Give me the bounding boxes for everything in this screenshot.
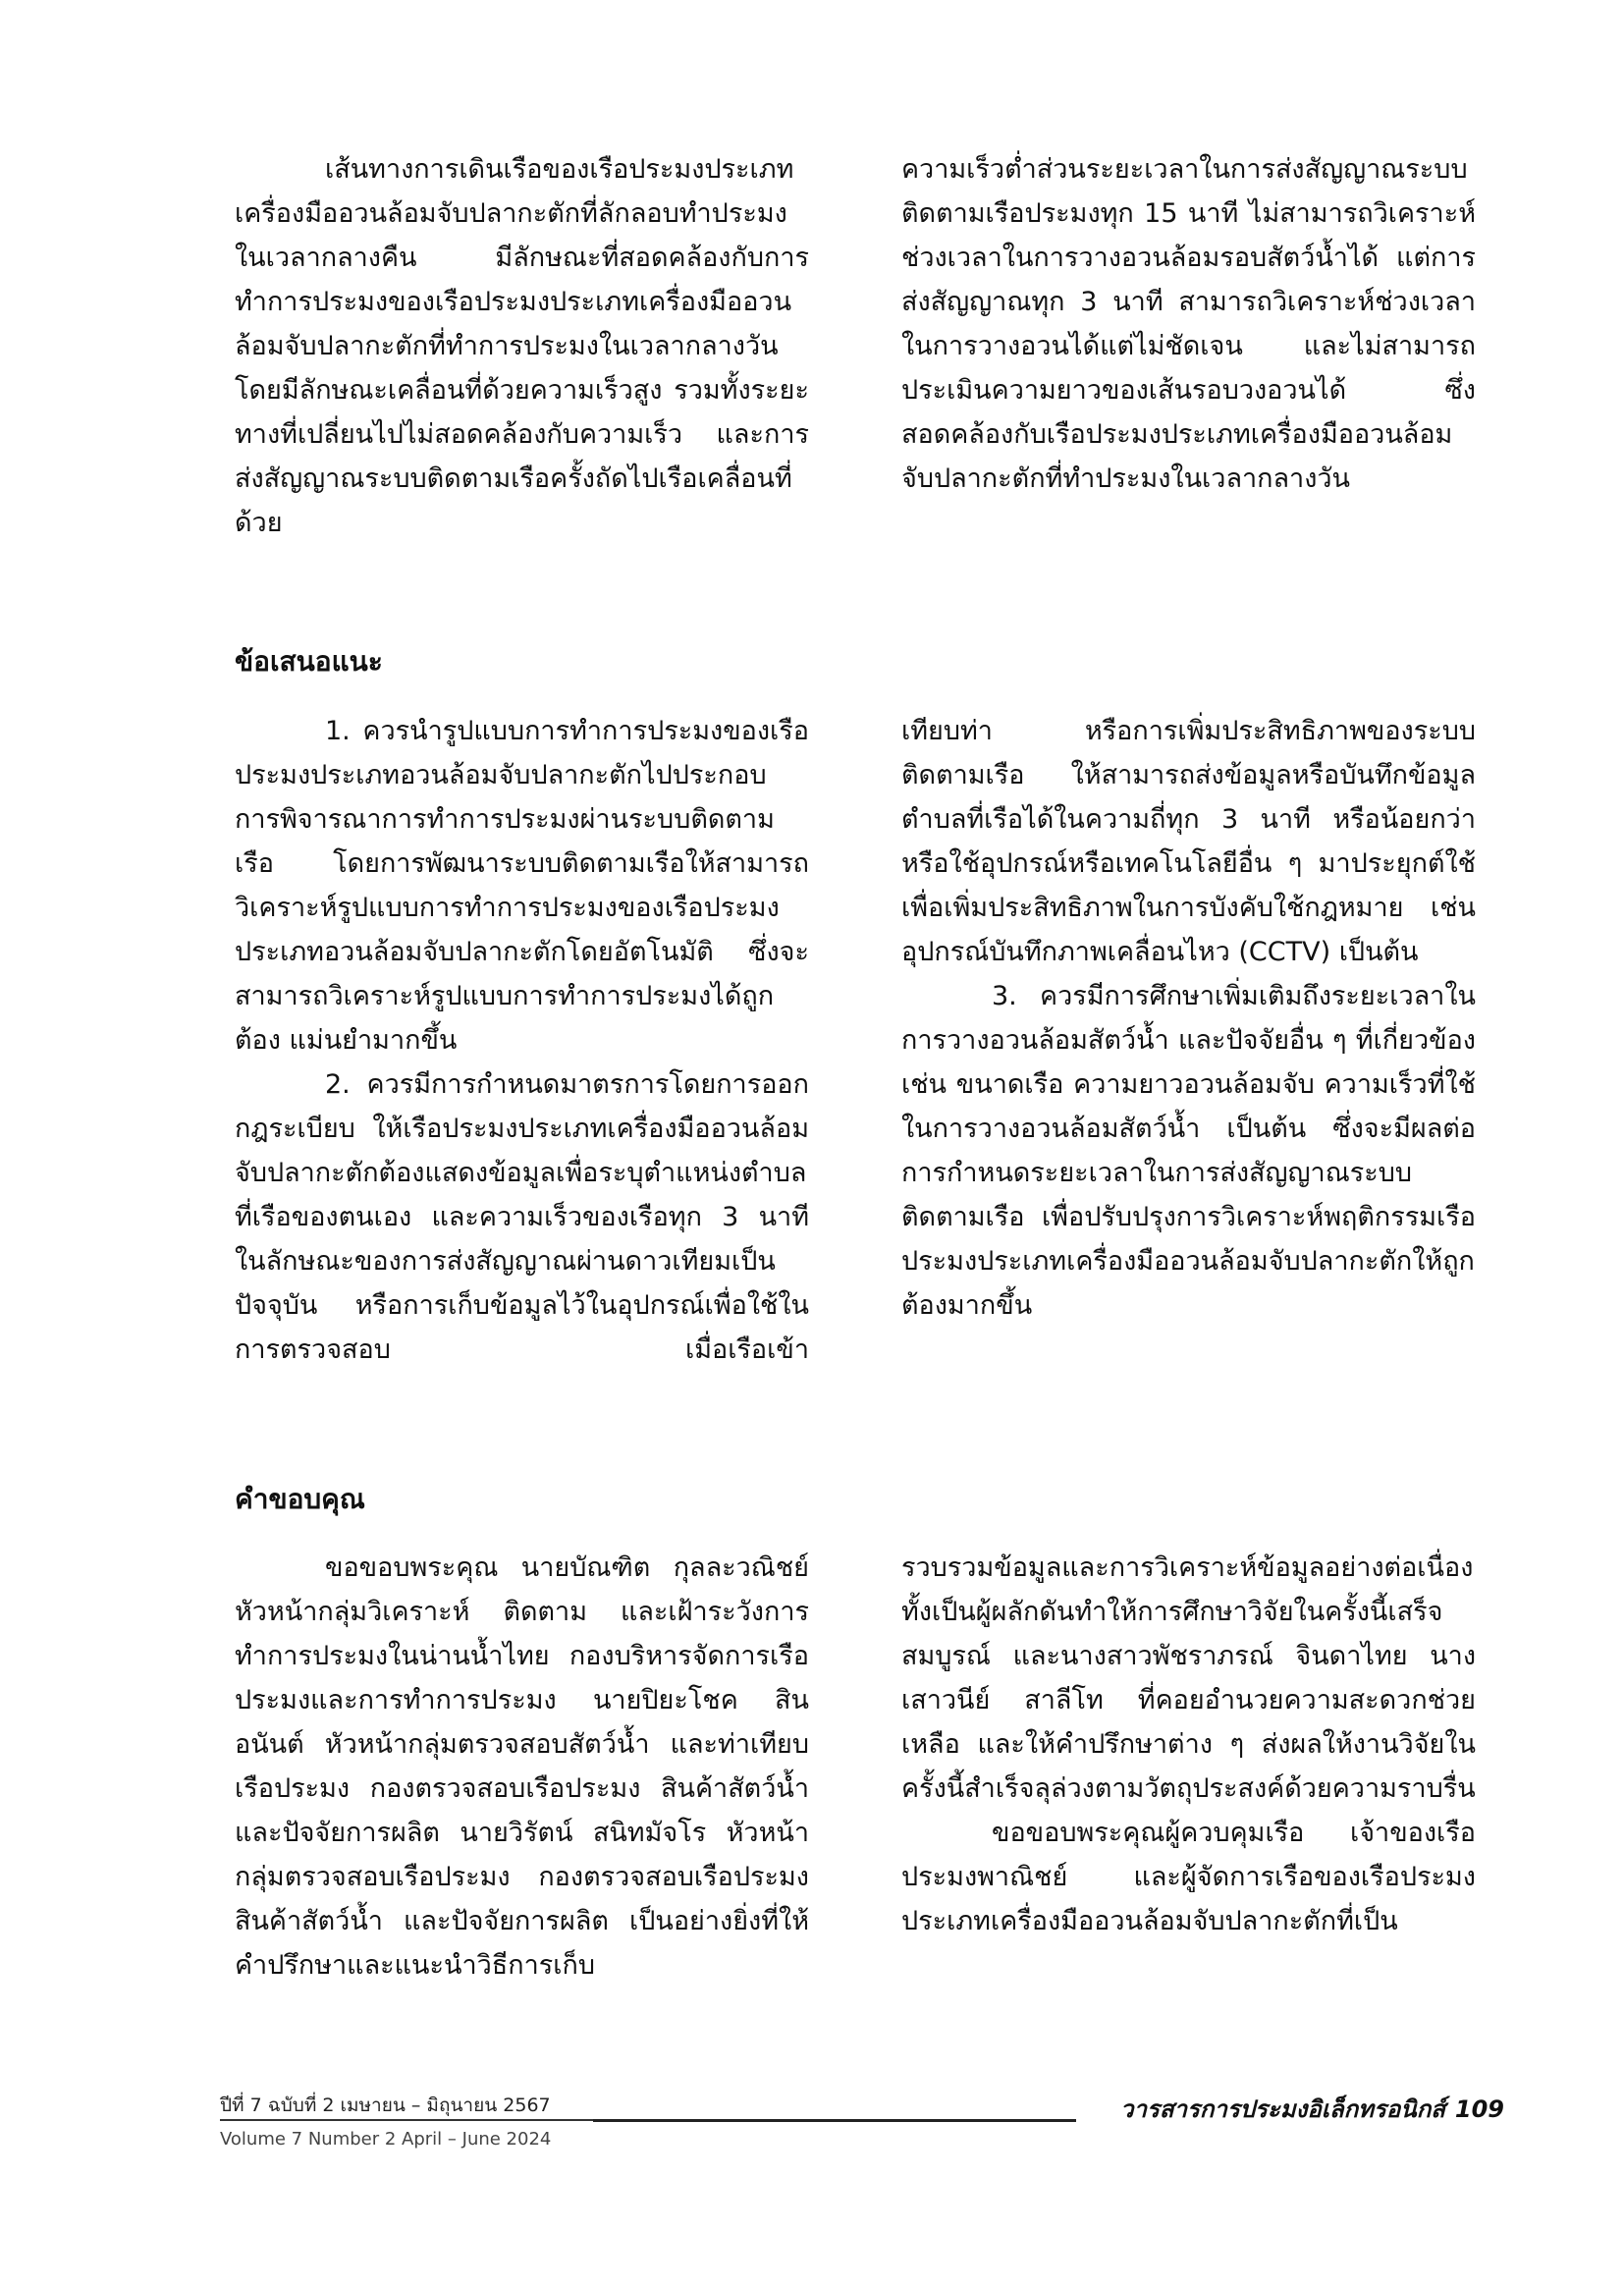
recommendations-left-column xyxy=(235,709,809,1372)
section1-left-column xyxy=(235,147,809,545)
recommendation-item-2-continued: เทียบท่า หรือการเพิ่มประสิทธิภาพของระบบติดตามเรือ ให้สามารถส่งข้อมูลหรือบันทึกข้อมูลตำบลที่เรือได้ในความถี่ทุก 3 นาที หรือน้อยกว่าหรือใช้อุปกรณ์หรือเทคโนโลยีอื่น ๆ มาประยุกต์ใช้เพื่อเพิ่มประสิทธิภาพในการบังคับใช้กฎหมาย เช่น อุปกรณ์บันทึกภาพเคลื่อนไหว (CCTV) เป็นต้น xyxy=(901,716,1476,967)
paragraph: ความเร็วต่ำส่วนระยะเวลาในการส่งสัญญาณระบบติดตามเรือประมงทุก 15 นาที ไม่สามารถวิเคราะห์ช่วงเวลาในการวางอวนล้อมรอบสัตว์น้ำได้ แต่การส่งสัญญาณทุก 3 นาที สามารถวิเคราะห์ช่วงเวลาในการวางอวนได้แต่ไม่ชัดเจน และไม่สามารถประเมินความยาวของเส้นรอบวงอวนได้ ซึ่งสอดคล้องกับเรือประมงประเภทเครื่องมืออวนล้อมจับปลากะตักที่ทำประมงในเวลากลางวัน xyxy=(901,154,1476,494)
paragraph: รวบรวมข้อมูลและการวิเคราะห์ข้อมูลอย่างต่อเนื่อง ทั้งเป็นผู้ผลักดันทำให้การศึกษาวิจัยในครั้งนี้เสร็จสมบูรณ์ และนางสาวพัชราภรณ์ จินดาไทย นางเสาวนีย์ สาลีโท ที่คอยอำนวยความสะดวกช่วยเหลือ และให้คำปรึกษาต่าง ๆ ส่งผลให้งานวิจัยในครั้งนี้สำเร็จลุล่วงตามวัตถุประสงค์ด้วยความราบรื่น xyxy=(901,1552,1476,1804)
footer-issue-thai: ปีที่ 7 ฉบับที่ 2 เมษายน – มิถุนายน 2567 xyxy=(220,2095,551,2116)
footer-journal xyxy=(1120,2090,1504,2128)
recommendation-item-1: 1. ควรนำรูปแบบการทำการประมงของเรือประมงประเภทอวนล้อมจับปลากะตักไปประกอบการพิจารณาการทำการประมงผ่านระบบติดตามเรือ โดยการพัฒนาระบบติดตามเรือให้สามารถวิเคราะห์รูปแบบการทำการประมงของเรือประมงประเภทอวนล้อมจับปลากะตักโดยอัตโนมัติ ซึ่งจะสามารถวิเคราะห์รูปแบบการทำการประมงได้ถูกต้อง แม่นยำมากขึ้น xyxy=(235,716,809,1056)
page-number: 109 xyxy=(1454,2096,1504,2123)
footer-divider xyxy=(220,2119,1076,2121)
acknowledgement-right-column xyxy=(901,1546,1476,1943)
footer-issue-english: Volume 7 Number 2 April – June 2024 xyxy=(220,2129,552,2150)
recommendations-right-column xyxy=(901,709,1476,1328)
acknowledgement-left-column xyxy=(235,1546,809,1987)
recommendations-heading: ข้อเสนอแนะ xyxy=(235,645,383,678)
paragraph: เส้นทางการเดินเรือของเรือประมงประเภทเครื่องมืออวนล้อมจับปลากะตักที่ลักลอบทำประมงในเวลากลางคืน มีลักษณะที่สอดคล้องกับการทำการประมงของเรือประมงประเภทเครื่องมืออวนล้อมจับปลากะตักที่ทำการประมงในเวลากลางวัน โดยมีลักษณะเคลื่อนที่ด้วยความเร็วสูง รวมทั้งระยะทางที่เปลี่ยนไปไม่สอดคล้องกับความเร็ว และการส่งสัญญาณระบบติดตามเรือครั้งถัดไปเรือเคลื่อนที่ด้วย xyxy=(235,154,809,538)
journal-title: วารสารการประมงอิเล็กทรอนิกส์ xyxy=(1120,2096,1445,2123)
recommendation-item-2: 2. ควรมีการกำหนดมาตรการโดยการออกกฎระเบียบ ให้เรือประมงประเภทเครื่องมืออวนล้อมจับปลากะตักต้องแสดงข้อมูลเพื่อระบุตำแหน่งตำบลที่เรือของตนเอง และความเร็วของเรือทุก 3 นาที ในลักษณะของการส่งสัญญาณผ่านดาวเทียมเป็นปัจจุบัน หรือการเก็บข้อมูลไว้ในอุปกรณ์เพื่อใช้ในการตรวจสอบ เมื่อเรือเข้า xyxy=(235,1069,809,1365)
paragraph: ขอขอบพระคุณผู้ควบคุมเรือ เจ้าของเรือประมงพาณิชย์ และผู้จัดการเรือของเรือประมงประเภทเครื่องมืออวนล้อมจับปลากะตักที่เป็น xyxy=(901,1818,1476,1936)
section1-right-column xyxy=(901,147,1476,501)
recommendation-item-3: 3. ควรมีการศึกษาเพิ่มเติมถึงระยะเวลาในการวางอวนล้อมสัตว์น้ำ และปัจจัยอื่น ๆ ที่เกี่ยวข้อง เช่น ขนาดเรือ ความยาวอวนล้อมจับ ความเร็วที่ใช้ในการวางอวนล้อมสัตว์น้ำ เป็นต้น ซึ่งจะมีผลต่อการกำหนดระยะเวลาในการส่งสัญญาณระบบติดตามเรือ เพื่อปรับปรุงการวิเคราะห์พฤติกรรมเรือประมงประเภทเครื่องมืออวนล้อมจับปลากะตักให้ถูกต้องมากขึ้น xyxy=(901,981,1476,1321)
acknowledgement-heading: คำขอบคุณ xyxy=(235,1483,365,1515)
paragraph: ขอขอบพระคุณ นายบัณฑิต กุลละวณิชย์ หัวหน้ากลุ่มวิเคราะห์ ติดตาม และเฝ้าระวังการทำการประมงในน่านน้ำไทย กองบริหารจัดการเรือประมงและการทำการประมง นายปิยะโชค สินอนันต์ หัวหน้ากลุ่มตรวจสอบสัตว์น้ำ และท่าเทียบเรือประมง กองตรวจสอบเรือประมง สินค้าสัตว์น้ำและปัจจัยการผลิต นายวิรัตน์ สนิทมัจโร หัวหน้ากลุ่มตรวจสอบเรือประมง กองตรวจสอบเรือประมง สินค้าสัตว์น้ำ และปัจจัยการผลิต เป็นอย่างยิ่งที่ให้คำปรึกษาและแนะนำวิธีการเก็บ xyxy=(235,1552,809,1981)
